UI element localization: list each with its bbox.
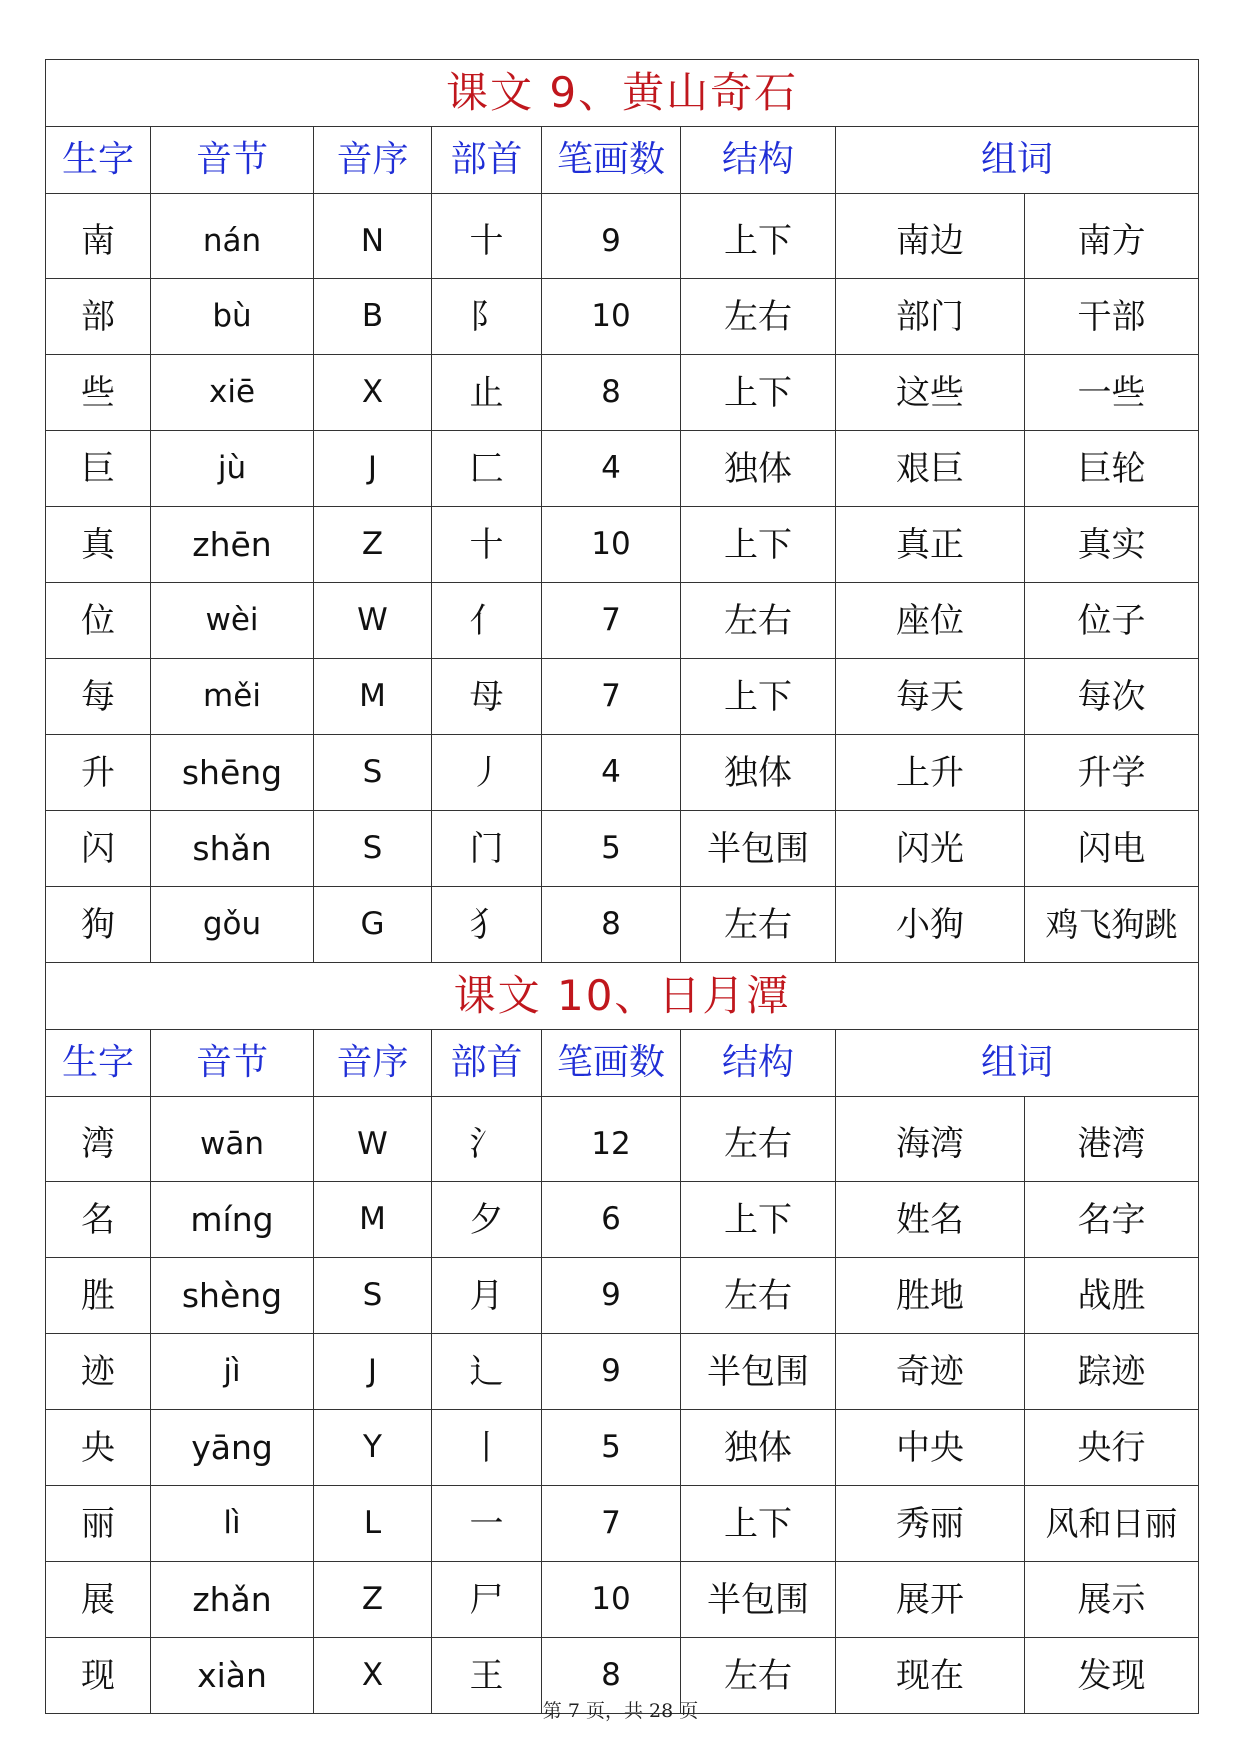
table-row [46, 1486, 1199, 1562]
character-cell: 巨 [46, 431, 151, 507]
lesson-title: 课文 9、黄山奇石 [446, 68, 799, 117]
column-header-row [46, 1030, 1199, 1097]
column-header: 部首 [432, 1030, 542, 1097]
structure-cell: 半包围 [681, 1334, 836, 1410]
word-1-cell: 秀丽 [836, 1486, 1025, 1562]
table-row [46, 1562, 1199, 1638]
lesson-title-row [46, 60, 1199, 127]
table-row [46, 887, 1199, 963]
structure-cell: 左右 [681, 583, 836, 659]
character-cell: 展 [46, 1562, 151, 1638]
stroke-count-cell: 5 [542, 1410, 681, 1486]
structure-cell: 独体 [681, 735, 836, 811]
structure-cell: 独体 [681, 431, 836, 507]
radical-cell: 亻 [432, 583, 542, 659]
character-cell: 升 [46, 735, 151, 811]
radical-cell: 阝 [432, 279, 542, 355]
word-2-cell: 战胜 [1025, 1258, 1199, 1334]
initial-letter-cell: S [314, 1258, 432, 1334]
structure-cell: 左右 [681, 1258, 836, 1334]
stroke-count-cell: 8 [542, 1638, 681, 1714]
word-1-cell: 展开 [836, 1562, 1025, 1638]
structure-cell: 左右 [681, 279, 836, 355]
initial-letter-cell: G [314, 887, 432, 963]
structure-cell: 半包围 [681, 1562, 836, 1638]
lesson-title-row [46, 963, 1199, 1030]
initial-letter-cell: J [314, 1334, 432, 1410]
word-2-cell: 闪电 [1025, 811, 1199, 887]
pinyin-cell: jù [151, 431, 314, 507]
stroke-count-cell: 10 [542, 1562, 681, 1638]
stroke-count-cell: 7 [542, 583, 681, 659]
table-row [46, 735, 1199, 811]
word-2-cell: 风和日丽 [1025, 1486, 1199, 1562]
word-2-cell: 一些 [1025, 355, 1199, 431]
stroke-count-cell: 4 [542, 431, 681, 507]
structure-cell: 上下 [681, 1182, 836, 1258]
character-cell: 南 [46, 194, 151, 279]
stroke-count-cell: 4 [542, 735, 681, 811]
initial-letter-cell: Y [314, 1410, 432, 1486]
column-header: 笔画数 [542, 127, 681, 194]
character-cell: 部 [46, 279, 151, 355]
column-header: 笔画数 [542, 1030, 681, 1097]
stroke-count-cell: 5 [542, 811, 681, 887]
word-1-cell: 南边 [836, 194, 1025, 279]
word-1-cell: 部门 [836, 279, 1025, 355]
initial-letter-cell: J [314, 431, 432, 507]
character-cell: 每 [46, 659, 151, 735]
radical-cell: 十 [432, 507, 542, 583]
character-cell: 胜 [46, 1258, 151, 1334]
pinyin-cell: yāng [151, 1410, 314, 1486]
radical-cell: 王 [432, 1638, 542, 1714]
structure-cell: 左右 [681, 1638, 836, 1714]
table-row [46, 583, 1199, 659]
radical-cell: 止 [432, 355, 542, 431]
pinyin-cell: wèi [151, 583, 314, 659]
word-2-cell: 踪迹 [1025, 1334, 1199, 1410]
word-2-cell: 升学 [1025, 735, 1199, 811]
word-2-cell: 发现 [1025, 1638, 1199, 1714]
initial-letter-cell: S [314, 811, 432, 887]
stroke-count-cell: 9 [542, 194, 681, 279]
pinyin-cell: wān [151, 1097, 314, 1182]
radical-cell: 一 [432, 1486, 542, 1562]
structure-cell: 上下 [681, 1486, 836, 1562]
table-row [46, 507, 1199, 583]
word-1-cell: 海湾 [836, 1097, 1025, 1182]
table-row [46, 194, 1199, 279]
column-header: 部首 [432, 127, 542, 194]
structure-cell: 独体 [681, 1410, 836, 1486]
word-2-cell: 名字 [1025, 1182, 1199, 1258]
radical-cell: 氵 [432, 1097, 542, 1182]
word-1-cell: 中央 [836, 1410, 1025, 1486]
table-row [46, 1410, 1199, 1486]
word-2-cell: 位子 [1025, 583, 1199, 659]
stroke-count-cell: 6 [542, 1182, 681, 1258]
word-1-cell: 胜地 [836, 1258, 1025, 1334]
word-2-cell: 南方 [1025, 194, 1199, 279]
table-row [46, 279, 1199, 355]
word-1-cell: 上升 [836, 735, 1025, 811]
pinyin-cell: shǎn [151, 811, 314, 887]
word-2-cell: 央行 [1025, 1410, 1199, 1486]
word-1-cell: 闪光 [836, 811, 1025, 887]
pinyin-cell: shèng [151, 1258, 314, 1334]
structure-cell: 左右 [681, 1097, 836, 1182]
page-footer: 第 7 页，共 28 页 [542, 1700, 699, 1722]
word-1-cell: 这些 [836, 355, 1025, 431]
pinyin-cell: zhēn [151, 507, 314, 583]
radical-cell: 尸 [432, 1562, 542, 1638]
word-2-cell: 港湾 [1025, 1097, 1199, 1182]
column-header: 结构 [681, 127, 836, 194]
lesson-title: 课文 10、日月潭 [453, 971, 791, 1020]
column-header: 音序 [314, 1030, 432, 1097]
character-cell: 真 [46, 507, 151, 583]
radical-cell: 月 [432, 1258, 542, 1334]
column-header: 音节 [151, 127, 314, 194]
lesson-title-cell [46, 60, 1199, 127]
stroke-count-cell: 7 [542, 1486, 681, 1562]
structure-cell: 上下 [681, 659, 836, 735]
initial-letter-cell: W [314, 1097, 432, 1182]
structure-cell: 上下 [681, 507, 836, 583]
table-row [46, 1258, 1199, 1334]
stroke-count-cell: 10 [542, 507, 681, 583]
vocabulary-table [45, 59, 1199, 1714]
character-cell: 闪 [46, 811, 151, 887]
table-row [46, 1334, 1199, 1410]
word-1-cell: 艰巨 [836, 431, 1025, 507]
radical-cell: 犭 [432, 887, 542, 963]
column-header: 音节 [151, 1030, 314, 1097]
radical-cell: 十 [432, 194, 542, 279]
word-2-cell: 展示 [1025, 1562, 1199, 1638]
initial-letter-cell: L [314, 1486, 432, 1562]
word-1-cell: 每天 [836, 659, 1025, 735]
column-header-row [46, 127, 1199, 194]
structure-cell: 上下 [681, 355, 836, 431]
pinyin-cell: lì [151, 1486, 314, 1562]
stroke-count-cell: 7 [542, 659, 681, 735]
pinyin-cell: zhǎn [151, 1562, 314, 1638]
pinyin-cell: gǒu [151, 887, 314, 963]
pinyin-cell: bù [151, 279, 314, 355]
stroke-count-cell: 8 [542, 355, 681, 431]
pinyin-cell: měi [151, 659, 314, 735]
table-row [46, 811, 1199, 887]
structure-cell: 半包围 [681, 811, 836, 887]
stroke-count-cell: 12 [542, 1097, 681, 1182]
initial-letter-cell: X [314, 1638, 432, 1714]
initial-letter-cell: M [314, 659, 432, 735]
radical-cell: 辶 [432, 1334, 542, 1410]
table-row [46, 1182, 1199, 1258]
lesson-title-cell [46, 963, 1199, 1030]
word-2-cell: 鸡飞狗跳 [1025, 887, 1199, 963]
column-header: 结构 [681, 1030, 836, 1097]
stroke-count-cell: 9 [542, 1334, 681, 1410]
pinyin-cell: xiàn [151, 1638, 314, 1714]
column-header: 组词 [836, 1030, 1199, 1097]
initial-letter-cell: S [314, 735, 432, 811]
word-2-cell: 真实 [1025, 507, 1199, 583]
word-1-cell: 真正 [836, 507, 1025, 583]
stroke-count-cell: 10 [542, 279, 681, 355]
pinyin-cell: míng [151, 1182, 314, 1258]
table-row [46, 355, 1199, 431]
character-cell: 名 [46, 1182, 151, 1258]
initial-letter-cell: Z [314, 507, 432, 583]
word-1-cell: 姓名 [836, 1182, 1025, 1258]
initial-letter-cell: M [314, 1182, 432, 1258]
stroke-count-cell: 9 [542, 1258, 681, 1334]
character-cell: 丽 [46, 1486, 151, 1562]
table-row [46, 431, 1199, 507]
initial-letter-cell: X [314, 355, 432, 431]
initial-letter-cell: W [314, 583, 432, 659]
character-cell: 迹 [46, 1334, 151, 1410]
radical-cell: 丨 [432, 1410, 542, 1486]
word-1-cell: 现在 [836, 1638, 1025, 1714]
radical-cell: 夕 [432, 1182, 542, 1258]
pinyin-cell: jì [151, 1334, 314, 1410]
structure-cell: 左右 [681, 887, 836, 963]
initial-letter-cell: Z [314, 1562, 432, 1638]
pinyin-cell: nán [151, 194, 314, 279]
column-header: 组词 [836, 127, 1199, 194]
table-row [46, 659, 1199, 735]
character-cell: 央 [46, 1410, 151, 1486]
pinyin-cell: shēng [151, 735, 314, 811]
column-header: 生字 [46, 127, 151, 194]
character-cell: 些 [46, 355, 151, 431]
column-header: 生字 [46, 1030, 151, 1097]
radical-cell: 母 [432, 659, 542, 735]
radical-cell: 门 [432, 811, 542, 887]
word-2-cell: 每次 [1025, 659, 1199, 735]
character-cell: 现 [46, 1638, 151, 1714]
character-cell: 狗 [46, 887, 151, 963]
word-2-cell: 巨轮 [1025, 431, 1199, 507]
structure-cell: 上下 [681, 194, 836, 279]
word-1-cell: 座位 [836, 583, 1025, 659]
word-1-cell: 奇迹 [836, 1334, 1025, 1410]
radical-cell: 匚 [432, 431, 542, 507]
initial-letter-cell: B [314, 279, 432, 355]
stroke-count-cell: 8 [542, 887, 681, 963]
word-1-cell: 小狗 [836, 887, 1025, 963]
table-row [46, 1097, 1199, 1182]
character-cell: 位 [46, 583, 151, 659]
column-header: 音序 [314, 127, 432, 194]
character-cell: 湾 [46, 1097, 151, 1182]
word-2-cell: 干部 [1025, 279, 1199, 355]
pinyin-cell: xiē [151, 355, 314, 431]
radical-cell: 丿 [432, 735, 542, 811]
initial-letter-cell: N [314, 194, 432, 279]
